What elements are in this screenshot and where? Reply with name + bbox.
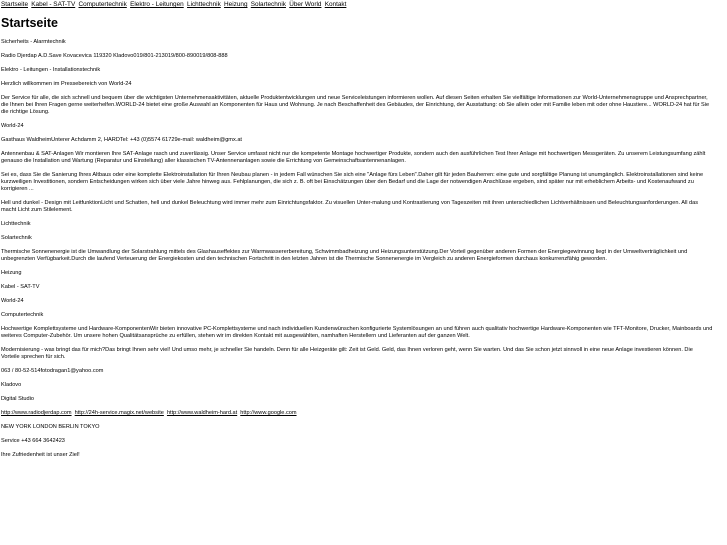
text-service-phone: Service +43 664 3642423 xyxy=(1,438,65,444)
link-24h-service[interactable]: http://24h-service.magix.net/website xyxy=(74,410,164,416)
link-google[interactable]: http://www.google.com xyxy=(240,410,297,416)
text-service-intro: Der Service für alle, die sich schnell und bequem über die wichtigsten Unternehmensaktivitäten, aktuelle Produktentwicklungen und neue Serviceleistungen informieren wollen. Auf diesen Seiten erhalten Sie vielfältige Informationen zur World-Unternehmensgruppe und Ansprechpartner, die Ihnen bei Ihren Fragen gerne weiterhelfen.WORLD-24 bietet eine große Auswahl an Komponenten für Haus und Wohnung. Je nach Beschaffenheit des Gebäudes, der Einrichtung, der Ausstattung: ob Sie allein oder mit Familie leben mit oder ohne Haustiere... WORLD-24 hat für Sie die richtige Lösung. xyxy=(1,95,710,115)
text-world-24-second: World-24 xyxy=(1,298,24,304)
link-waldheim-hard[interactable]: http://www.waldheim-hard.at xyxy=(166,410,238,416)
text-kladovo: Kladovo xyxy=(1,382,22,388)
page xyxy=(1,0,719,466)
text-sonnenenergie: Thermische Sonnenenergie ist die Umwandlung der Solarstrahlung mittels des Glashauseffektes zur Warmwassererbereitung, Schwimmbadheizung und Heizungsunterstützung.Der Vorteil gegenüber anderen Formen der Energiegewinnung liegt in der Umweltverträglichkeit und unbegrenzten Verfügbarkeit.Durch die laufend Verteuerung der Energiekosten und den technischen Fortschritt in den letzten Jahren ist die Thermische Sonnenenergie im Vergleich zu anderen Energieformen durchaus konkurrenzfähig geworden. xyxy=(1,249,688,262)
nav-link-ueber-world[interactable]: Über World xyxy=(289,1,322,8)
text-cities: NEW YORK LONDON BERLIN TOKYO xyxy=(1,424,100,430)
text-world-24: World-24 xyxy=(1,123,24,129)
text-kabel-sat-tv: Kabel - SAT-TV xyxy=(1,284,40,290)
page-title: Startseite xyxy=(1,16,58,30)
text-alarmtechnik: Sicherheits - Alarmtechnik xyxy=(1,39,66,45)
top-navigation xyxy=(1,0,719,9)
text-satisfaction: Ihre Zufriedenheit ist unser Ziel! xyxy=(1,452,80,458)
link-radiodjerdap[interactable]: http://www.radiodjerdap.com xyxy=(1,410,72,416)
nav-link-elektro-leitungen[interactable]: Elektro - Leitungen xyxy=(130,1,184,8)
text-komplettsysteme: Hochwertige Komplettsysteme und Hardware-KomponentenWir bieten innovative PC-Komplettsysteme und nach individuellen Kundenwünschen konfigurierte Systemlösungen an und führen auch qualitativ hochwertige Hardware-Komponenten wie TFT-Monitore, Drucker, Mainboards und weiteres Computer-Zubehör. Um unsere hohen Qualitätsansprüche zu erfüllen, stehen wir im direkten Kontakt mit ausgewählten, namhaften Herstellern und Lieferanten auf der ganzen Welt. xyxy=(1,326,713,339)
text-gasthaus-contact: Gasthaus WaldheimUnterer Achdamm 2, HARDTel: +43 (0)5574 61729e-mail: waldheim@gmx.at xyxy=(1,137,242,143)
text-elektroinstallation: Sei es, dass Sie die Sanierung Ihres Altbaus oder eine komplette Elektroinstallation für Ihren Neubau planen - in jedem Fall wünschen Sie sich eine "Anlage fürs Leben".Daher gilt für jeden Bauherren: eine gute und sorgfältige Planung ist unumgänglich. Elektroinstallationen sind keine kurzweiligen Investitionen, sondern Entscheidungen wirken sich über viele Jahre hinweg aus. Fehlplanungen, die sich z. B. oft bei Einschätzungen über den Bedarf und die Lage der notwendigen Anschlüsse ergeben, sind später nur mit erheblichem Arbeits- und Kostenaufwand zu korrigieren ... xyxy=(1,172,704,192)
nav-link-lichttechnik[interactable]: Lichttechnik xyxy=(187,1,221,8)
text-phone-email: 063 / 80-52-514fotodragan1@yahoo.com xyxy=(1,368,104,374)
text-radio-djerdap-contact: Radio Djerdap A.D.Save Kovacevica 119320 Kladovo019/801-213019/800-890019/808-888 xyxy=(1,53,228,59)
text-computertechnik: Computertechnik xyxy=(1,312,44,318)
text-modernisierung: Modernisierung - was bringt das für mich?Das bringt Ihnen sehr viel! Und umso mehr, je schneller Sie handeln. Denn für alle Heizgeräte gilt: Zeit ist Geld. Geld, das Ihnen verloren geht, wenn Sie warten. Und das Sie schon jetzt sinnvoll in eine neue Anlage investieren können. Die Vorteile sprechen für sich. xyxy=(1,347,693,360)
text-solartechnik: Solartechnik xyxy=(1,235,32,241)
text-digital-studio: Digital Studio xyxy=(1,396,34,402)
nav-link-kabel-sat-tv[interactable]: Kabel - SAT-TV xyxy=(31,1,76,8)
text-lichttechnik: Lichttechnik xyxy=(1,221,31,227)
text-elektro-heading: Elektro - Leitungen - Installationstechnik xyxy=(1,67,101,73)
nav-link-computertechnik[interactable]: Computertechnik xyxy=(78,1,127,8)
text-heizung: Heizung xyxy=(1,270,22,276)
nav-link-solartechnik[interactable]: Solartechnik xyxy=(250,1,286,8)
nav-link-startseite[interactable]: Startseite xyxy=(1,1,28,8)
text-antennenbau: Antennenbau & SAT-Anlagen Wir montieren Ihre SAT-Anlage rasch und zuverlässig. Unser Service umfasst nicht nur die kompetente Montage hochwertiger Produkte, sondern auch den ausführlichen Test Ihrer Anlage mit hochwertigen Messgeräten. Zu unserem Leistungsumfang zählt genauso die Installation und Wartung (Reparatur und Einstellung) aller klassischen TV-Antennenanlagen sowie die Errichtung von Gemeinschaftsantennenanlagen. xyxy=(1,151,706,164)
text-welcome: Herzlich willkommen im Pressebereich von World-24 xyxy=(1,81,132,87)
external-links xyxy=(1,410,719,417)
nav-link-heizung[interactable]: Heizung xyxy=(224,1,248,8)
text-licht-design: Hell und dunkel - Design mit LeitfunktionLicht und Schatten, hell und dunkel Beleuchtung wird immer mehr zum Einrichtungsfaktor. Zu visuellen Unter-malung und Kontrastierung von Tageszeiten mit ihren unterschiedlichen Lichtverhältnissen und Beleuchtungsanforderungen. All das macht Licht zum Stilelement. xyxy=(1,200,699,213)
nav-link-kontakt[interactable]: Kontakt xyxy=(324,1,347,8)
